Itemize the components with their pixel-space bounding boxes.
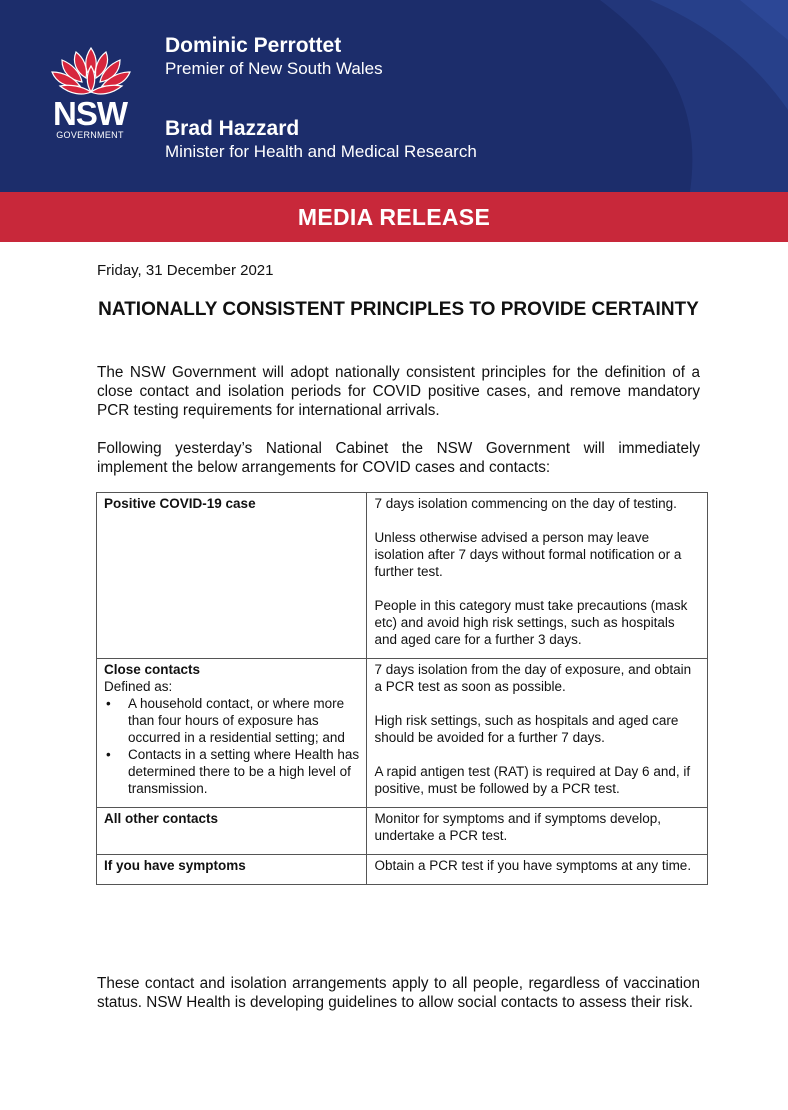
detail-text: 7 days isolation from the day of exposure, and obtain a PCR test as soon as possible.: [374, 662, 692, 694]
release-title: NATIONALLY CONSISTENT PRINCIPLES TO PROVIDE CERTAINTY: [98, 299, 699, 320]
minister-name: Brad Hazzard: [165, 117, 300, 140]
media-release-banner: MEDIA RELEASE: [0, 192, 788, 242]
row-heading-cell: [97, 855, 367, 885]
premier-block: [165, 34, 383, 80]
row-heading: Positive COVID-19 case: [104, 496, 256, 511]
arrangements-table: [96, 492, 708, 885]
nsw-government-logo: [46, 44, 136, 144]
closing-paragraph: These contact and isolation arrangements apply to all people, regardless of vaccination status. NSW Health is developing guidelines to allow social contacts to assess their risk.: [97, 975, 700, 1011]
minister-role: Minister for Health and Medical Research: [165, 142, 477, 161]
row-heading-cell: [97, 808, 367, 855]
close-contact-definitions: [104, 695, 359, 797]
release-date: Friday, 31 December 2021: [97, 262, 274, 279]
row-details-cell: [367, 659, 708, 808]
detail-text: 7 days isolation commencing on the day of testing.: [374, 496, 677, 511]
premier-name: Dominic Perrottet: [165, 34, 342, 57]
row-heading: Close contacts: [104, 662, 201, 677]
minister-block: [165, 117, 477, 163]
table-row: [97, 808, 708, 855]
detail-text: People in this category must take precautions (mask etc) and avoid high risk settings, such as hospitals and aged care for a further 3 days.: [374, 598, 688, 647]
detail-text: A rapid antigen test (RAT) is required at Day 6 and, if positive, must be followed by a PCR test.: [374, 764, 691, 796]
intro-paragraph-1: The NSW Government will adopt nationally consistent principles for the definition of a close contact and isolation periods for COVID positive cases, and remove mandatory PCR testing requirements for international arrivals.: [97, 364, 700, 419]
row-details-cell: [367, 855, 708, 885]
waratah-icon: [46, 44, 136, 100]
detail-text: Monitor for symptoms and if symptoms develop, undertake a PCR test.: [374, 811, 662, 843]
row-heading: If you have symptoms: [104, 858, 246, 873]
row-heading-cell: [97, 493, 367, 659]
list-item: • A household contact, or where more than four hours of exposure has occurred in a residential setting; and: [128, 695, 359, 746]
intro-paragraph-2: Following yesterday’s National Cabinet the NSW Government will immediately implement the below arrangements for COVID cases and contacts:: [97, 440, 700, 476]
row-details-cell: [367, 493, 708, 659]
premier-role: Premier of New South Wales: [165, 59, 383, 78]
header-band: [0, 0, 788, 192]
detail-text: Unless otherwise advised a person may leave isolation after 7 days without formal notification or a further test.: [374, 530, 682, 579]
table-row: [97, 659, 708, 808]
table-row: [97, 855, 708, 885]
row-heading-cell: [97, 659, 367, 808]
logo-wordmark: NSW: [53, 95, 127, 132]
logo-subtext: GOVERNMENT: [56, 130, 124, 140]
row-details-cell: [367, 808, 708, 855]
detail-text: Obtain a PCR test if you have symptoms at any time.: [374, 858, 692, 873]
row-heading: All other contacts: [104, 811, 219, 826]
detail-text: High risk settings, such as hospitals and aged care should be avoided for a further 7 days.: [374, 713, 679, 745]
list-item: • Contacts in a setting where Health has determined there to be a high level of transmission.: [128, 746, 359, 797]
defined-as-label: Defined as:: [104, 679, 173, 694]
table-row: [97, 493, 708, 659]
